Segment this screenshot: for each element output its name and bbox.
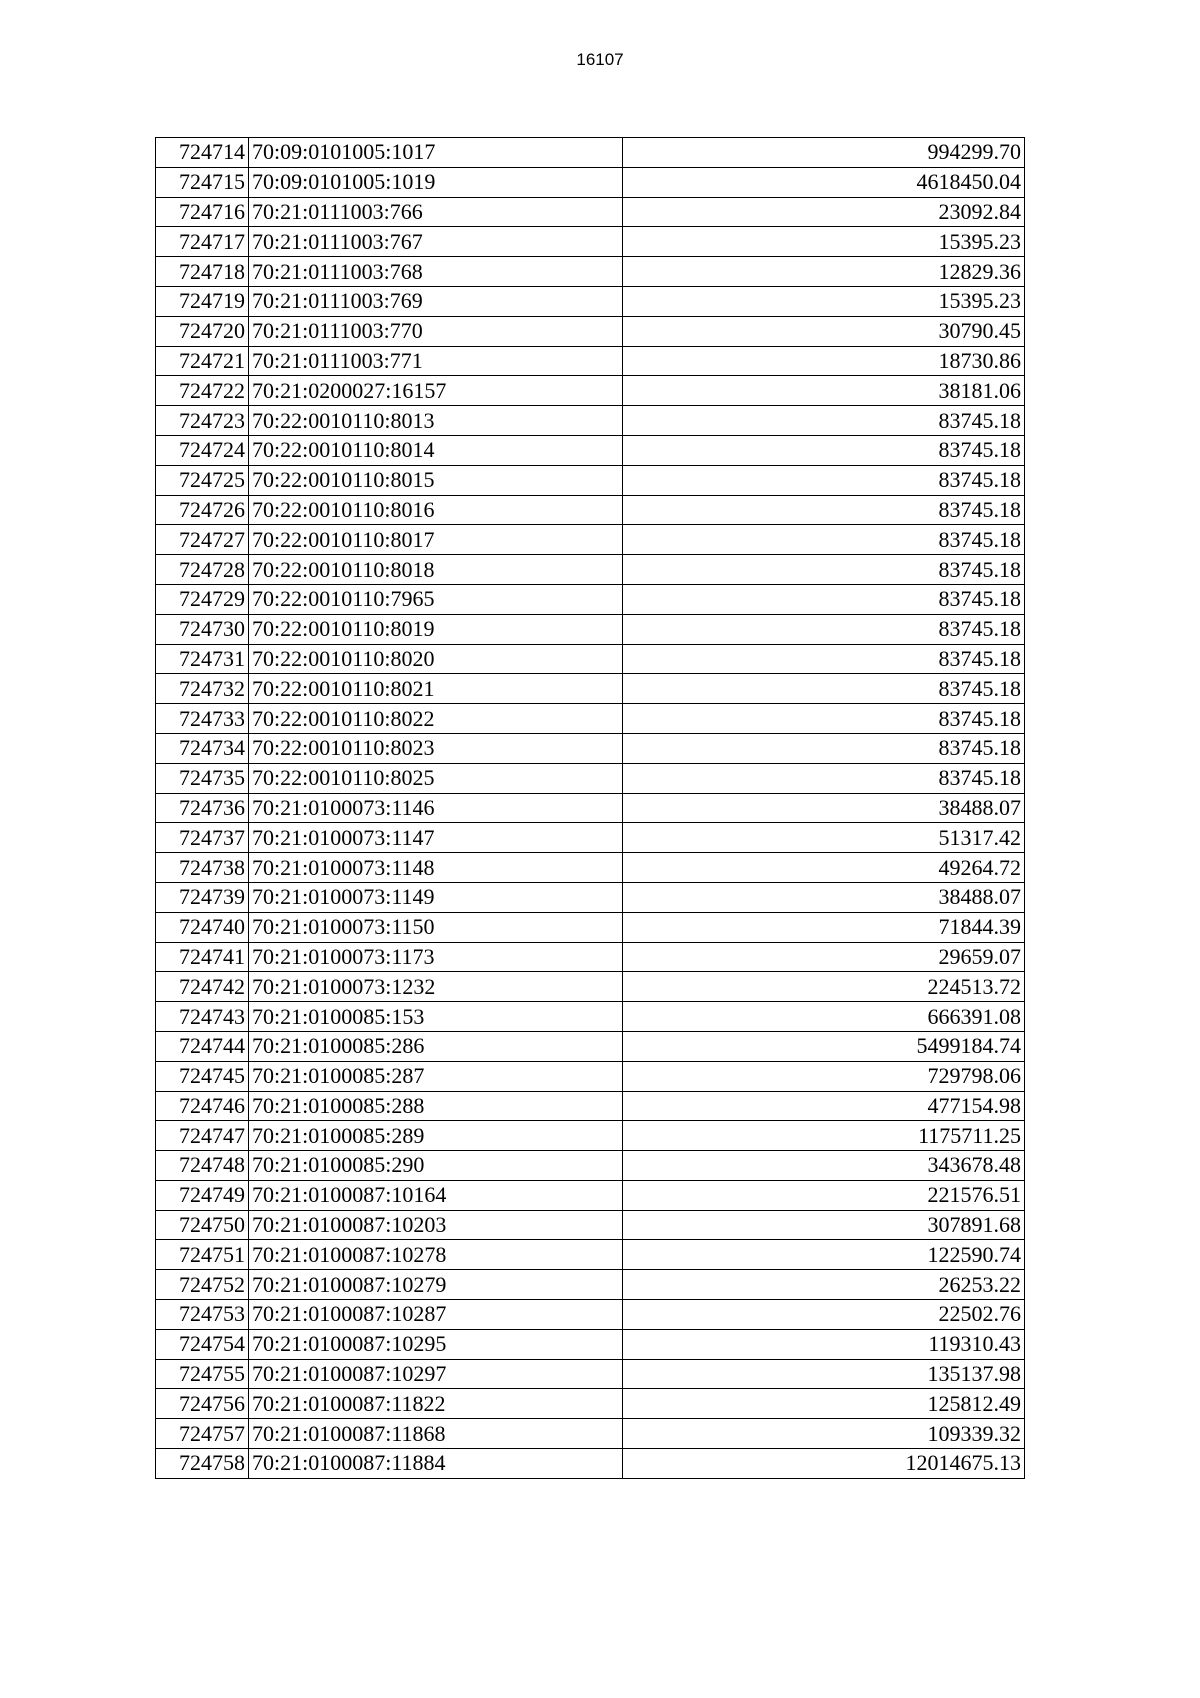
value-cell: 343678.48 — [623, 1151, 1025, 1181]
cadastral-number-cell: 70:09:0101005:1017 — [249, 138, 623, 168]
cadastral-number-cell: 70:21:0100085:289 — [249, 1121, 623, 1151]
row-number-cell: 724722 — [156, 376, 249, 406]
table-row — [156, 376, 1025, 406]
table-row — [156, 853, 1025, 883]
value-cell: 15395.23 — [623, 227, 1025, 257]
table-row — [156, 704, 1025, 734]
table-row — [156, 972, 1025, 1002]
table-row — [156, 1151, 1025, 1181]
row-number-cell: 724719 — [156, 286, 249, 316]
table-row — [156, 942, 1025, 972]
table-row — [156, 793, 1025, 823]
table-row — [156, 1091, 1025, 1121]
table-row — [156, 257, 1025, 287]
row-number-cell: 724756 — [156, 1389, 249, 1419]
cadastral-number-cell: 70:21:0100073:1147 — [249, 823, 623, 853]
table-row — [156, 406, 1025, 436]
cadastral-number-cell: 70:21:0100087:10279 — [249, 1270, 623, 1300]
cadastral-number-cell: 70:21:0111003:768 — [249, 257, 623, 287]
cadastral-number-cell: 70:21:0111003:771 — [249, 346, 623, 376]
value-cell: 12014675.13 — [623, 1449, 1025, 1479]
row-number-cell: 724757 — [156, 1419, 249, 1449]
cadastral-number-cell: 70:21:0100087:10278 — [249, 1240, 623, 1270]
row-number-cell: 724750 — [156, 1210, 249, 1240]
table-row — [156, 614, 1025, 644]
table-row — [156, 138, 1025, 168]
table-row — [156, 197, 1025, 227]
cadastral-number-cell: 70:21:0100087:11884 — [249, 1449, 623, 1479]
row-number-cell: 724747 — [156, 1121, 249, 1151]
row-number-cell: 724742 — [156, 972, 249, 1002]
row-number-cell: 724744 — [156, 1031, 249, 1061]
cadastral-number-cell: 70:21:0100087:10287 — [249, 1300, 623, 1330]
value-cell: 122590.74 — [623, 1240, 1025, 1270]
row-number-cell: 724716 — [156, 197, 249, 227]
cadastral-number-cell: 70:22:0010110:8020 — [249, 644, 623, 674]
row-number-cell: 724754 — [156, 1329, 249, 1359]
cadastral-number-cell: 70:21:0111003:770 — [249, 316, 623, 346]
cadastral-number-cell: 70:22:0010110:8017 — [249, 525, 623, 555]
value-cell: 83745.18 — [623, 465, 1025, 495]
row-number-cell: 724726 — [156, 495, 249, 525]
table-row — [156, 733, 1025, 763]
page-number: 16107 — [576, 50, 624, 69]
table-row — [156, 465, 1025, 495]
cadastral-number-cell: 70:09:0101005:1019 — [249, 167, 623, 197]
table-row — [156, 584, 1025, 614]
row-number-cell: 724735 — [156, 763, 249, 793]
value-cell: 38181.06 — [623, 376, 1025, 406]
table-row — [156, 435, 1025, 465]
row-number-cell: 724752 — [156, 1270, 249, 1300]
row-number-cell: 724740 — [156, 912, 249, 942]
value-cell: 18730.86 — [623, 346, 1025, 376]
value-cell: 221576.51 — [623, 1180, 1025, 1210]
cadastral-number-cell: 70:21:0200027:16157 — [249, 376, 623, 406]
value-cell: 83745.18 — [623, 584, 1025, 614]
table-row — [156, 167, 1025, 197]
value-cell: 5499184.74 — [623, 1031, 1025, 1061]
row-number-cell: 724749 — [156, 1180, 249, 1210]
row-number-cell: 724755 — [156, 1359, 249, 1389]
row-number-cell: 724745 — [156, 1061, 249, 1091]
cadastral-number-cell: 70:21:0100087:10297 — [249, 1359, 623, 1389]
value-cell: 83745.18 — [623, 406, 1025, 436]
cadastral-number-cell: 70:21:0100073:1232 — [249, 972, 623, 1002]
table-row — [156, 346, 1025, 376]
cadastral-number-cell: 70:21:0100085:288 — [249, 1091, 623, 1121]
row-number-cell: 724724 — [156, 435, 249, 465]
cadastral-number-cell: 70:21:0100085:290 — [249, 1151, 623, 1181]
table-row — [156, 316, 1025, 346]
row-number-cell: 724728 — [156, 555, 249, 585]
cadastral-number-cell: 70:21:0100087:11868 — [249, 1419, 623, 1449]
row-number-cell: 724714 — [156, 138, 249, 168]
row-number-cell: 724718 — [156, 257, 249, 287]
table-row — [156, 1300, 1025, 1330]
value-cell: 477154.98 — [623, 1091, 1025, 1121]
value-cell: 666391.08 — [623, 1002, 1025, 1032]
value-cell: 83745.18 — [623, 763, 1025, 793]
value-cell: 1175711.25 — [623, 1121, 1025, 1151]
value-cell: 83745.18 — [623, 733, 1025, 763]
table-row — [156, 1329, 1025, 1359]
cadastral-number-cell: 70:22:0010110:8013 — [249, 406, 623, 436]
value-cell: 29659.07 — [623, 942, 1025, 972]
cadastral-number-cell: 70:21:0100087:10164 — [249, 1180, 623, 1210]
value-cell: 4618450.04 — [623, 167, 1025, 197]
row-number-cell: 724739 — [156, 882, 249, 912]
row-number-cell: 724731 — [156, 644, 249, 674]
cadastral-number-cell: 70:21:0100085:287 — [249, 1061, 623, 1091]
row-number-cell: 724738 — [156, 853, 249, 883]
row-number-cell: 724730 — [156, 614, 249, 644]
value-cell: 83745.18 — [623, 525, 1025, 555]
value-cell: 26253.22 — [623, 1270, 1025, 1300]
table-row — [156, 1002, 1025, 1032]
row-number-cell: 724741 — [156, 942, 249, 972]
row-number-cell: 724732 — [156, 674, 249, 704]
registry-table — [155, 137, 1025, 1479]
table-row — [156, 1449, 1025, 1479]
table-row — [156, 644, 1025, 674]
value-cell: 71844.39 — [623, 912, 1025, 942]
value-cell: 307891.68 — [623, 1210, 1025, 1240]
table-row — [156, 763, 1025, 793]
value-cell: 119310.43 — [623, 1329, 1025, 1359]
row-number-cell: 724721 — [156, 346, 249, 376]
table-row — [156, 495, 1025, 525]
table-row — [156, 227, 1025, 257]
cadastral-number-cell: 70:21:0100087:11822 — [249, 1389, 623, 1419]
row-number-cell: 724743 — [156, 1002, 249, 1032]
value-cell: 30790.45 — [623, 316, 1025, 346]
value-cell: 125812.49 — [623, 1389, 1025, 1419]
row-number-cell: 724733 — [156, 704, 249, 734]
value-cell: 51317.42 — [623, 823, 1025, 853]
cadastral-number-cell: 70:21:0100073:1146 — [249, 793, 623, 823]
row-number-cell: 724729 — [156, 584, 249, 614]
table-row — [156, 1359, 1025, 1389]
cadastral-number-cell: 70:22:0010110:8025 — [249, 763, 623, 793]
cadastral-number-cell: 70:21:0100087:10203 — [249, 1210, 623, 1240]
cadastral-number-cell: 70:21:0100073:1150 — [249, 912, 623, 942]
value-cell: 83745.18 — [623, 674, 1025, 704]
row-number-cell: 724758 — [156, 1449, 249, 1479]
cadastral-number-cell: 70:22:0010110:8016 — [249, 495, 623, 525]
cadastral-number-cell: 70:21:0111003:769 — [249, 286, 623, 316]
cadastral-number-cell: 70:22:0010110:8022 — [249, 704, 623, 734]
table-row — [156, 1240, 1025, 1270]
cadastral-number-cell: 70:21:0100073:1149 — [249, 882, 623, 912]
table-row — [156, 1061, 1025, 1091]
row-number-cell: 724720 — [156, 316, 249, 346]
value-cell: 49264.72 — [623, 853, 1025, 883]
table-row — [156, 555, 1025, 585]
value-cell: 994299.70 — [623, 138, 1025, 168]
value-cell: 83745.18 — [623, 495, 1025, 525]
value-cell: 38488.07 — [623, 793, 1025, 823]
row-number-cell: 724746 — [156, 1091, 249, 1121]
cadastral-number-cell: 70:21:0100085:153 — [249, 1002, 623, 1032]
table-row — [156, 1419, 1025, 1449]
table-row — [156, 1121, 1025, 1151]
table-row — [156, 882, 1025, 912]
table-row — [156, 525, 1025, 555]
value-cell: 83745.18 — [623, 614, 1025, 644]
cadastral-number-cell: 70:22:0010110:8014 — [249, 435, 623, 465]
value-cell: 23092.84 — [623, 197, 1025, 227]
value-cell: 109339.32 — [623, 1419, 1025, 1449]
cadastral-number-cell: 70:21:0100087:10295 — [249, 1329, 623, 1359]
row-number-cell: 724751 — [156, 1240, 249, 1270]
cadastral-number-cell: 70:21:0100073:1148 — [249, 853, 623, 883]
value-cell: 22502.76 — [623, 1300, 1025, 1330]
cadastral-number-cell: 70:21:0100085:286 — [249, 1031, 623, 1061]
row-number-cell: 724715 — [156, 167, 249, 197]
cadastral-number-cell: 70:22:0010110:8019 — [249, 614, 623, 644]
cadastral-number-cell: 70:21:0111003:767 — [249, 227, 623, 257]
registry-table-body — [156, 138, 1025, 1479]
cadastral-number-cell: 70:21:0100073:1173 — [249, 942, 623, 972]
table-row — [156, 286, 1025, 316]
value-cell: 38488.07 — [623, 882, 1025, 912]
row-number-cell: 724737 — [156, 823, 249, 853]
value-cell: 15395.23 — [623, 286, 1025, 316]
row-number-cell: 724725 — [156, 465, 249, 495]
cadastral-number-cell: 70:22:0010110:8023 — [249, 733, 623, 763]
value-cell: 83745.18 — [623, 644, 1025, 674]
value-cell: 729798.06 — [623, 1061, 1025, 1091]
value-cell: 12829.36 — [623, 257, 1025, 287]
table-row — [156, 823, 1025, 853]
value-cell: 83745.18 — [623, 704, 1025, 734]
value-cell: 83745.18 — [623, 555, 1025, 585]
value-cell: 224513.72 — [623, 972, 1025, 1002]
row-number-cell: 724748 — [156, 1151, 249, 1181]
row-number-cell: 724717 — [156, 227, 249, 257]
cadastral-number-cell: 70:22:0010110:7965 — [249, 584, 623, 614]
cadastral-number-cell: 70:22:0010110:8021 — [249, 674, 623, 704]
cadastral-number-cell: 70:22:0010110:8018 — [249, 555, 623, 585]
cadastral-number-cell: 70:21:0111003:766 — [249, 197, 623, 227]
row-number-cell: 724723 — [156, 406, 249, 436]
row-number-cell: 724727 — [156, 525, 249, 555]
cadastral-number-cell: 70:22:0010110:8015 — [249, 465, 623, 495]
table-row — [156, 674, 1025, 704]
row-number-cell: 724736 — [156, 793, 249, 823]
table-row — [156, 1210, 1025, 1240]
value-cell: 135137.98 — [623, 1359, 1025, 1389]
table-row — [156, 912, 1025, 942]
table-row — [156, 1031, 1025, 1061]
row-number-cell: 724734 — [156, 733, 249, 763]
table-row — [156, 1270, 1025, 1300]
table-row — [156, 1180, 1025, 1210]
value-cell: 83745.18 — [623, 435, 1025, 465]
row-number-cell: 724753 — [156, 1300, 249, 1330]
table-row — [156, 1389, 1025, 1419]
